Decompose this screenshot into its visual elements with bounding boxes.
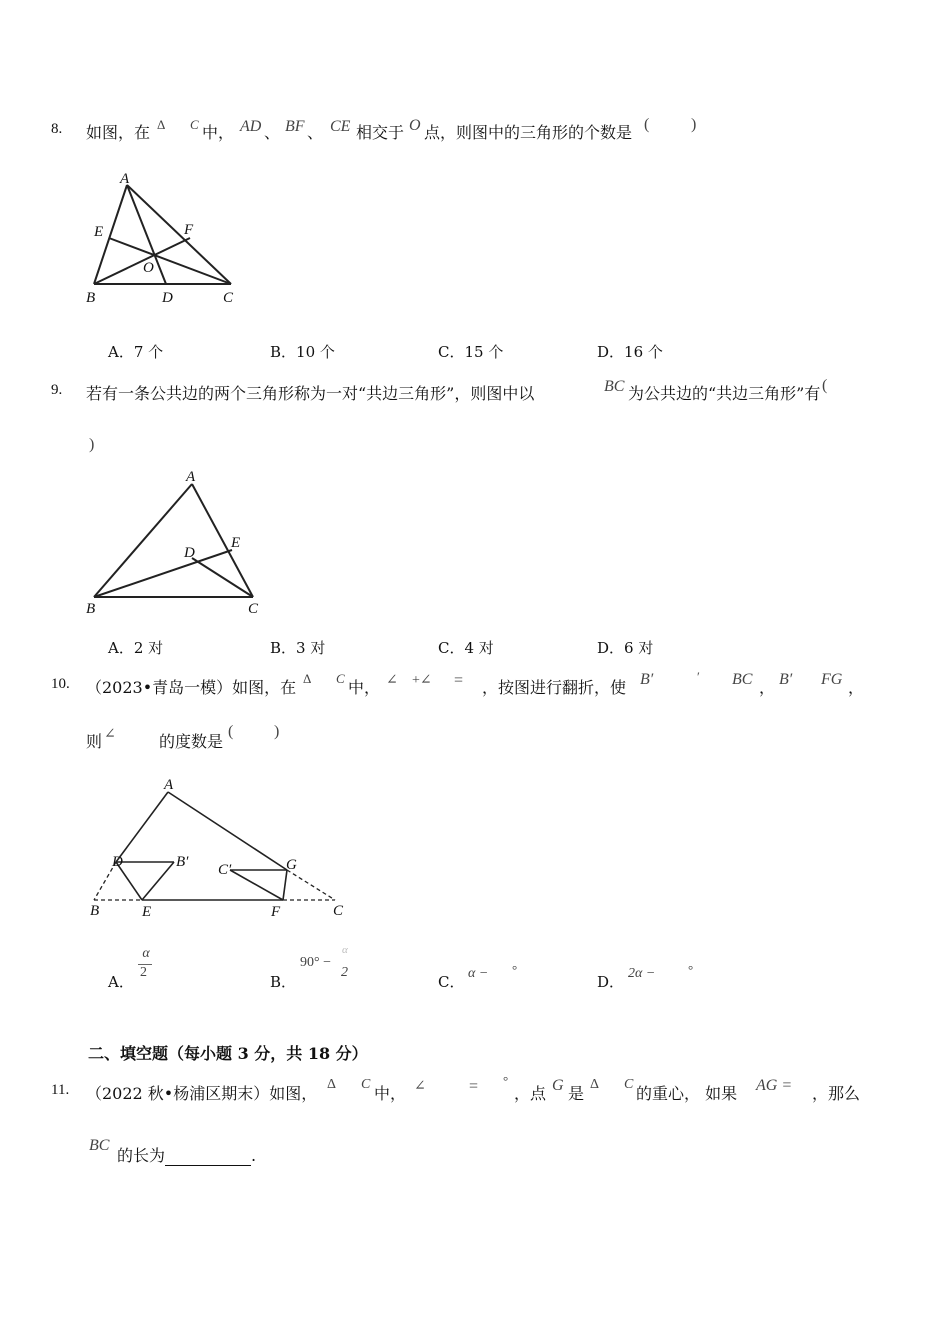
q8-answer-paren-open: ( (644, 116, 650, 133)
q11-text-source: （2022 秋•杨浦区期末）如图， (86, 1084, 318, 1103)
q8-separator-1: 、 (264, 123, 281, 142)
q9-label-e: E (231, 535, 241, 551)
q10-label-b: B (90, 903, 100, 919)
q10-text-source: （2023•青岛一模）如图，在 (86, 678, 297, 697)
q10-option-a-denominator: 2 (140, 965, 147, 980)
q9-answer-paren-open: ( (822, 377, 828, 394)
q8-label-b: B (86, 290, 96, 306)
q10-line-ad (116, 792, 168, 862)
q10-triangle-symbol: Δ (303, 671, 312, 686)
q11-number: 11. (51, 1082, 70, 1098)
q10-angle-symbol-1: ∠ (386, 673, 398, 688)
q9-option-d[interactable]: D．6 对 (597, 639, 654, 657)
q11-segment-bc: BC (89, 1137, 110, 1154)
q10-comma-2: ， (848, 678, 865, 697)
q10-option-d[interactable]: D． (597, 973, 625, 991)
q10-option-b-denominator: 2 (341, 965, 348, 980)
q8-label-f: F (184, 222, 194, 238)
q10-line-gf (283, 870, 287, 900)
q8-answer-paren-close: ) (691, 116, 697, 133)
q10-number: 10. (51, 676, 70, 692)
q8-text-mid: 中， (202, 123, 235, 142)
q11-ag-expression: AG = (756, 1077, 793, 1094)
q11-point-g: G (552, 1077, 564, 1094)
q8-label-d: D (162, 290, 173, 306)
q8-label-e: E (94, 224, 104, 240)
q10-text-then: 则 (86, 732, 103, 751)
q11-text-point: ，点 (514, 1084, 547, 1103)
q10-option-d-expression: 2α − (628, 966, 656, 981)
q9-line-ac (192, 484, 253, 597)
q8-option-a[interactable]: A．7 个 (108, 343, 164, 361)
q8-segment-ad: AD (240, 118, 262, 135)
q9-line-cd (192, 558, 253, 597)
q11-triangle-tail: C (361, 1077, 371, 1092)
q8-option-d[interactable]: D．16 个 (597, 343, 663, 361)
q8-separator-2: 、 (307, 123, 324, 142)
q10-text-mid: 中， (348, 678, 381, 697)
q8-label-a: A (120, 171, 130, 187)
q10-segment-fg: FG (821, 671, 843, 688)
q10-label-e: E (142, 904, 152, 920)
q11-triangle-symbol: Δ (327, 1077, 337, 1092)
q10-label-a: A (164, 777, 174, 793)
q10-b-prime-2: B′ (779, 671, 793, 688)
q10-option-c-expression: α − (468, 966, 489, 981)
q10-option-b-expression: 90° − (300, 955, 331, 970)
q11-text-is: 是 (568, 1084, 585, 1103)
q10-option-b[interactable]: B． (270, 973, 297, 991)
q10-angle-symbol-2: +∠ (412, 673, 432, 688)
q9-label-c: C (248, 601, 259, 617)
q10-label-c-prime: C′ (218, 862, 232, 878)
q10-option-b-numerator: α (342, 944, 348, 956)
q10-text-fold: ，按图进行翻折，使 (482, 678, 627, 697)
q11-text-centroid: 的重心， 如果 (636, 1084, 738, 1103)
q9-number: 9. (51, 382, 63, 398)
q8-line-bf (94, 238, 190, 284)
q10-b-prime: B′ (640, 671, 654, 688)
q8-segment-ce: CE (330, 118, 351, 135)
q10-label-f: F (271, 904, 281, 920)
q8-option-b[interactable]: B．10 个 (270, 343, 335, 361)
q8-text-question: 点，则图中的三角形的个数是 (424, 123, 633, 142)
section-2-title: 二、填空题（每小题 3 分，共 18 分） (88, 1044, 368, 1063)
q10-label-c: C (333, 903, 344, 919)
q9-segment-bc: BC (604, 378, 625, 395)
q9-text-question: 为公共边的“共边三角形”有 (628, 384, 821, 403)
q10-line-c-prime-f (230, 870, 283, 900)
q10-option-d-degree: ° (688, 962, 694, 977)
q11-answer-blank[interactable] (165, 1151, 251, 1166)
q9-option-c[interactable]: C．4 对 (438, 639, 494, 657)
q8-figure (80, 168, 255, 308)
q11-equals: = (469, 1078, 479, 1095)
q10-label-g: G (286, 857, 297, 873)
q10-answer-paren-open: ( (228, 723, 234, 740)
q10-dashed-gc (287, 870, 335, 900)
q10-figure (80, 772, 360, 922)
q9-label-b: B (86, 601, 96, 617)
q11-degree: ° (503, 1073, 509, 1088)
q9-figure (80, 462, 280, 620)
q8-option-c[interactable]: C．15 个 (438, 343, 504, 361)
q10-text-degree: 的度数是 (159, 732, 224, 751)
q10-angle-symbol-3: ∠ (104, 727, 116, 742)
q10-label-b-prime: B′ (176, 854, 189, 870)
q11-text-mid: 中， (374, 1084, 407, 1103)
q8-point-o: O (409, 117, 421, 134)
q10-option-c-degree: ° (512, 962, 518, 977)
q8-triangle-symbol: Δ (157, 117, 166, 132)
q8-segment-bf: BF (285, 118, 305, 135)
q9-label-d: D (184, 545, 195, 561)
q11-text-length: 的长为 . (117, 1146, 257, 1165)
q10-answer-paren-close: ) (274, 723, 280, 740)
q10-prime-mark: ′ (697, 669, 700, 684)
q8-text-intro: 如图，在 (86, 123, 151, 142)
q10-comma-1: ， (759, 678, 776, 697)
q8-line-ce (109, 238, 231, 284)
q10-equals: = (454, 672, 464, 689)
q11-triangle-symbol-2: Δ (590, 1077, 600, 1092)
q8-triangle-tail: C (190, 117, 199, 132)
q10-triangle-tail: C (336, 671, 345, 686)
q9-text-intro: 若有一条公共边的两个三角形称为一对“共边三角形”，则图中以 (86, 384, 535, 403)
q10-option-c[interactable]: C． (438, 973, 465, 991)
q9-option-b[interactable]: B．3 对 (270, 639, 326, 657)
q8-text-intersect: 相交于 (356, 123, 405, 142)
q10-line-b-prime-e (142, 862, 174, 900)
q10-segment-bc: BC (732, 671, 753, 688)
q8-number: 8. (51, 121, 63, 137)
q11-angle-symbol: ∠ (414, 1079, 426, 1094)
q9-answer-paren-close: ) (89, 436, 95, 453)
q9-option-a[interactable]: A．2 对 (108, 639, 164, 657)
q10-label-d: D (112, 854, 123, 870)
q10-option-a[interactable]: A． (108, 973, 134, 991)
q11-text-then: ，那么 (812, 1084, 861, 1103)
q11-triangle-tail-2: C (624, 1077, 634, 1092)
q10-option-a-numerator: α (142, 946, 150, 961)
q9-label-a: A (186, 469, 196, 485)
q8-label-c: C (223, 290, 234, 306)
q8-label-o: O (143, 260, 154, 276)
